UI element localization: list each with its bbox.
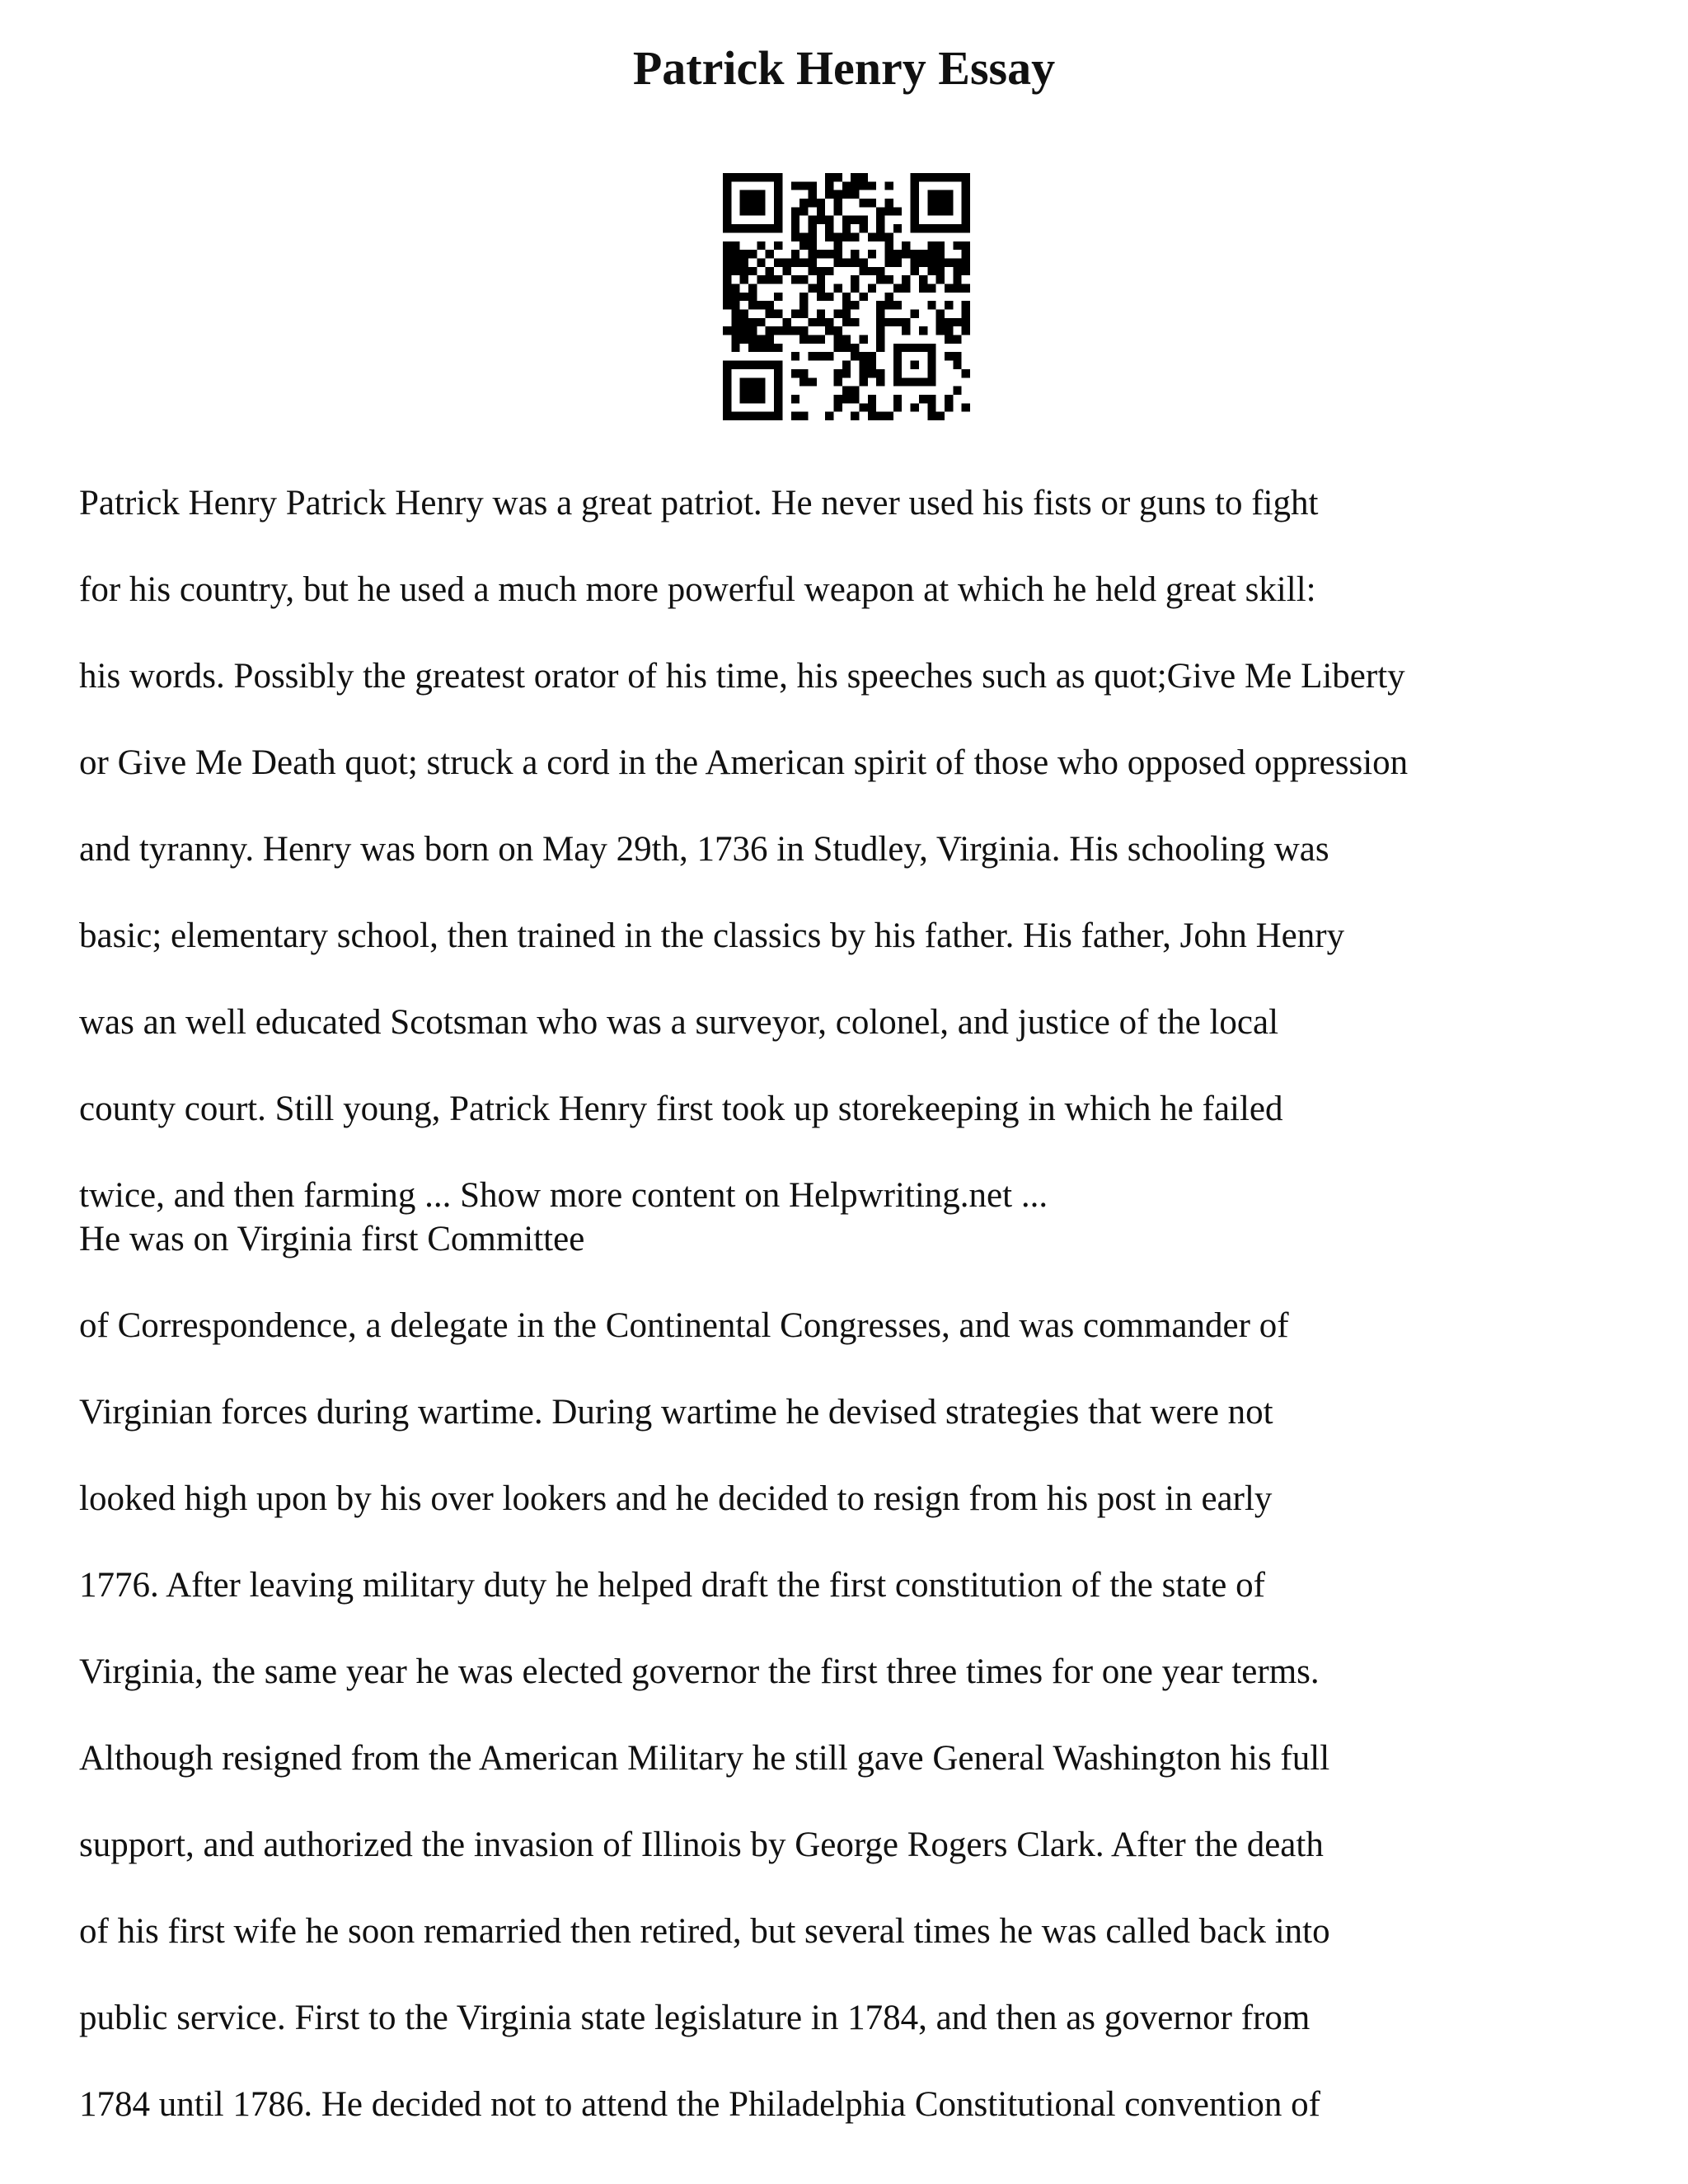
essay-line: Virginian forces during wartime. During wartime he devised strategies that were not bbox=[79, 1393, 1273, 1432]
essay-line: twice, and then farming ... Show more content on Helpwriting.net ... bbox=[79, 1176, 1048, 1215]
essay-line: his words. Possibly the greatest orator of his time, his speeches such as quot;Give Me Liberty bbox=[79, 657, 1405, 696]
essay-line: basic; elementary school, then trained in the classics by his father. His father, John Henry bbox=[79, 916, 1345, 955]
essay-line: Virginia, the same year he was elected governor the first three times for one year terms. bbox=[79, 1652, 1320, 1691]
essay-line: county court. Still young, Patrick Henry first took up storekeeping in which he failed bbox=[79, 1090, 1283, 1128]
essay-line: or Give Me Death quot; struck a cord in the American spirit of those who opposed oppression bbox=[79, 743, 1409, 782]
essay-line: for his country, but he used a much more powerful weapon at which he held great skill: bbox=[79, 570, 1316, 609]
essay-line: support, and authorized the invasion of Illinois by George Rogers Clark. After the death bbox=[79, 1825, 1324, 1864]
essay-line: Patrick Henry Patrick Henry was a great patriot. He never used his fists or guns to fight bbox=[79, 484, 1319, 523]
essay-line: 1776. After leaving military duty he helped draft the first constitution of the state of bbox=[79, 1566, 1265, 1605]
essay-line: Although resigned from the American Military he still gave General Washington his full bbox=[79, 1739, 1330, 1778]
essay-line: He was on Virginia first Committee bbox=[79, 1220, 585, 1258]
document-title: Patrick Henry Essay bbox=[632, 41, 1056, 95]
essay-line: looked high upon by his over lookers and he decided to resign from his post in early bbox=[79, 1479, 1273, 1518]
essay-line: was an well educated Scotsman who was a surveyor, colonel, and justice of the local bbox=[79, 1003, 1279, 1042]
essay-line: of his first wife he soon remarried then retired, but several times he was called back into bbox=[79, 1912, 1330, 1951]
essay-line: and tyranny. Henry was born on May 29th, 1736 in Studley, Virginia. His schooling was bbox=[79, 830, 1329, 869]
essay-line: public service. First to the Virginia state legislature in 1784, and then as governor from bbox=[79, 1999, 1311, 2037]
qr-code-icon bbox=[723, 173, 970, 420]
essay-line: 1784 until 1786. He decided not to attend the Philadelphia Constitutional convention of bbox=[79, 2085, 1320, 2124]
essay-line: of Correspondence, a delegate in the Continental Congresses, and was commander of bbox=[79, 1306, 1289, 1345]
